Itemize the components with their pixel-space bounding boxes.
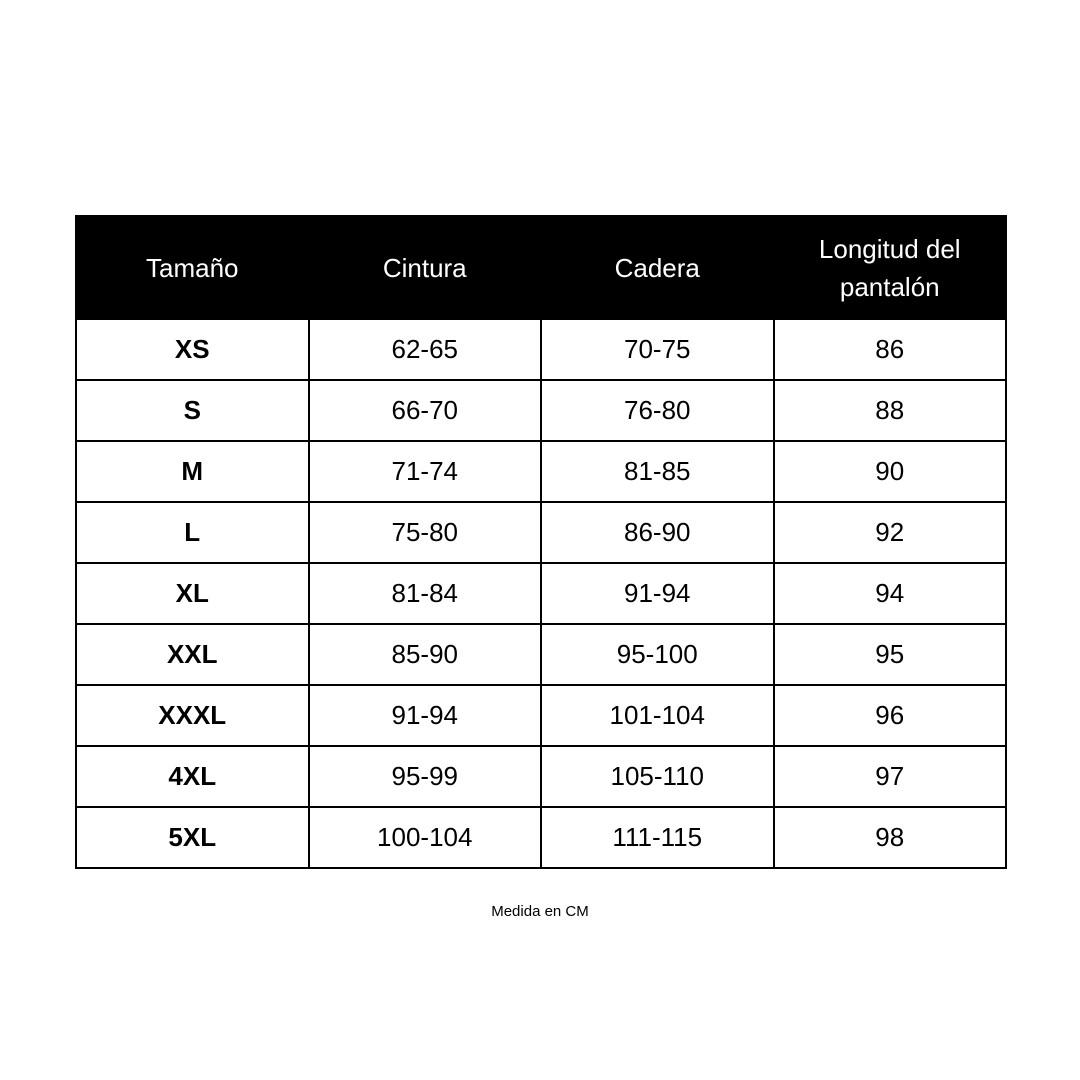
header-row (76, 216, 1006, 319)
table-row (76, 746, 1006, 807)
size-cell: 5XL (76, 807, 309, 868)
hip-cell: 81-85 (541, 441, 774, 502)
hip-cell: 101-104 (541, 685, 774, 746)
length-cell: 98 (774, 807, 1007, 868)
waist-cell: 62-65 (309, 319, 542, 380)
size-cell: XS (76, 319, 309, 380)
size-cell: 4XL (76, 746, 309, 807)
table-row (76, 502, 1006, 563)
hip-cell: 86-90 (541, 502, 774, 563)
hip-cell: 76-80 (541, 380, 774, 441)
table-row (76, 624, 1006, 685)
size-cell: M (76, 441, 309, 502)
size-cell: S (76, 380, 309, 441)
header-hip: Cadera (541, 216, 774, 319)
waist-cell: 95-99 (309, 746, 542, 807)
length-cell: 95 (774, 624, 1007, 685)
size-chart-table (75, 215, 1007, 869)
header-size: Tamaño (76, 216, 309, 319)
hip-cell: 70-75 (541, 319, 774, 380)
hip-cell: 105-110 (541, 746, 774, 807)
length-cell: 86 (774, 319, 1007, 380)
table-row (76, 319, 1006, 380)
hip-cell: 91-94 (541, 563, 774, 624)
length-cell: 90 (774, 441, 1007, 502)
waist-cell: 81-84 (309, 563, 542, 624)
header-waist: Cintura (309, 216, 542, 319)
table-row (76, 380, 1006, 441)
waist-cell: 91-94 (309, 685, 542, 746)
waist-cell: 66-70 (309, 380, 542, 441)
hip-cell: 95-100 (541, 624, 774, 685)
table-row (76, 563, 1006, 624)
size-cell: L (76, 502, 309, 563)
length-cell: 94 (774, 563, 1007, 624)
size-cell: XXXL (76, 685, 309, 746)
table-row (76, 807, 1006, 868)
unit-footnote: Medida en CM (491, 903, 589, 920)
waist-cell: 71-74 (309, 441, 542, 502)
length-cell: 96 (774, 685, 1007, 746)
table-row (76, 441, 1006, 502)
size-cell: XXL (76, 624, 309, 685)
length-cell: 92 (774, 502, 1007, 563)
table-row (76, 685, 1006, 746)
header-pant-length: Longitud del pantalón (774, 216, 1007, 319)
length-cell: 88 (774, 380, 1007, 441)
waist-cell: 85-90 (309, 624, 542, 685)
hip-cell: 111-115 (541, 807, 774, 868)
waist-cell: 75-80 (309, 502, 542, 563)
length-cell: 97 (774, 746, 1007, 807)
size-cell: XL (76, 563, 309, 624)
waist-cell: 100-104 (309, 807, 542, 868)
